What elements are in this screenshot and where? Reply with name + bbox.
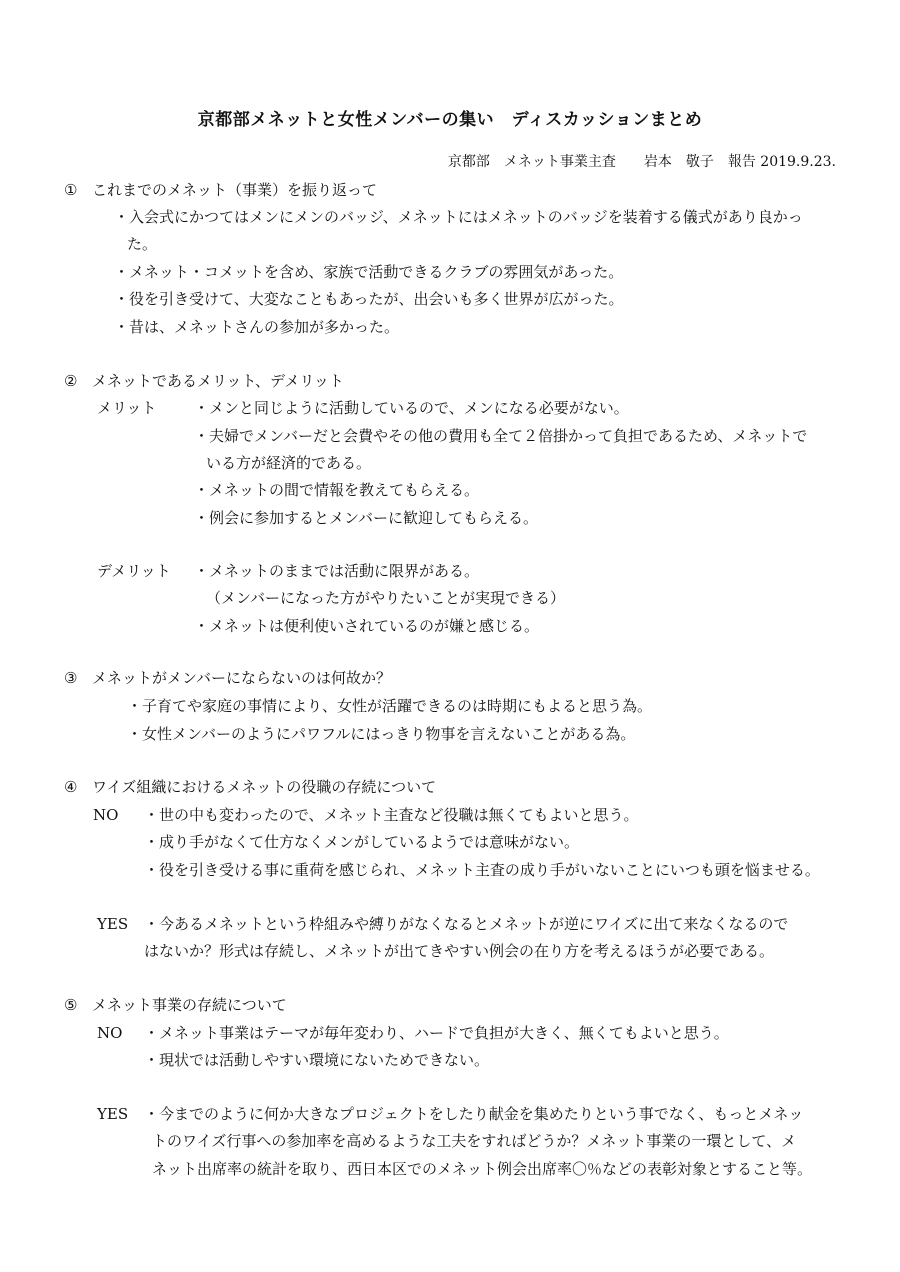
no-item: ・役を引き受ける事に重荷を感じられ、メネット主査の成り手がいないことにいつも頭を悩ませる。 xyxy=(144,861,820,879)
merit-item: ・メンと同じように活動しているので、メンになる必要がない。 xyxy=(194,399,629,417)
section-3-number: ③ xyxy=(64,669,78,687)
no-item: ・世の中も変わったので、メネット主査など役職は無くてもよいと思う。 xyxy=(144,806,639,824)
document-title: 京都部メネットと女性メンバーの集い ディスカッションまとめ xyxy=(197,110,703,130)
demerit-label: デメリット xyxy=(97,562,171,580)
section-1-item: ・昔は、メネットさんの参加が多かった。 xyxy=(114,318,400,336)
no-item: ・成り手がなくて仕方なくメンがしているようでは意味がない。 xyxy=(144,833,580,851)
yes-item: トのワイズ行事への参加率を高めるような工夫をすればどうか？メネット事業の一環として、メ xyxy=(152,1132,797,1150)
yes-item: ネット出席率の統計を取り、西日本区でのメネット例会出席率〇％などの表彰対象とすること等。 xyxy=(152,1160,813,1178)
section-1-item: ・入会式にかつてはメンにメンのバッジ、メネットにはメネットのバッジを装着する儀式があり良かっ xyxy=(114,208,803,226)
no-item: ・メネット事業はテーマが毎年変わり、ハードで負担が大きく、無くてもよいと思う。 xyxy=(144,1024,729,1042)
demerit-item: （メンバーになった方がやりたいことが実現できる） xyxy=(206,589,565,607)
yes-label: YES xyxy=(97,915,129,933)
yes-label: YES xyxy=(97,1105,129,1123)
section-1-item: た。 xyxy=(127,235,158,253)
section-2-heading: メネットであるメリット、デメリット xyxy=(92,372,344,390)
section-5-number: ⑤ xyxy=(64,996,78,1014)
section-4-number: ④ xyxy=(64,778,78,796)
no-label: NO xyxy=(93,806,119,824)
merit-label: メリット xyxy=(97,399,157,417)
reporter-line: 京都部 メネット事業主査 岩本 敬子 報告 2019.9.23. xyxy=(447,154,836,170)
section-3-item: ・子育てや家庭の事情により、女性が活躍できるのは時期にもよると思う為。 xyxy=(127,697,653,715)
yes-item: ・今までのように何か大きなプロジェクトをしたり献金を集めたりという事でなく、もっとメネッ xyxy=(144,1105,804,1123)
section-1-heading: これまでのメネット（事業）を振り返って xyxy=(92,181,378,199)
section-1-item: ・メネット・コメットを含め、家族で活動できるクラブの雰囲気があった。 xyxy=(114,263,624,281)
yes-item: はないか？形式は存続し、メネットが出てきやすい例会の在り方を考えるほうが必要である。 xyxy=(144,942,775,960)
demerit-item: ・メネットは便利使いされているのが嫌と感じる。 xyxy=(194,617,540,635)
section-3-heading: メネットがメンバーにならないのは何故か？ xyxy=(92,669,391,687)
no-label: NO xyxy=(97,1024,123,1042)
section-1-number: ① xyxy=(64,181,78,199)
demerit-item: ・メネットのままでは活動に限界がある。 xyxy=(194,562,480,580)
merit-item: ・夫婦でメンバーだと会費やその他の費用も全て２倍掛かって負担であるため、メネットで xyxy=(194,427,808,445)
section-2-number: ② xyxy=(64,372,78,390)
yes-item: ・今あるメネットという枠組みや縛りがなくなるとメネットが逆にワイズに出て来なくなるので xyxy=(144,915,789,933)
no-item: ・現状では活動しやすい環境にないためできない。 xyxy=(144,1051,490,1069)
section-3-item: ・女性メンバーのようにパワフルにはっきり物事を言えないことがある為。 xyxy=(127,725,636,743)
section-5-heading: メネット事業の存続について xyxy=(92,996,287,1014)
merit-item: ・例会に参加するとメンバーに歓迎してもらえる。 xyxy=(194,509,538,527)
merit-item: いる方が経済的である。 xyxy=(206,454,372,472)
merit-item: ・メネットの間で情報を教えてもらえる。 xyxy=(194,481,480,499)
section-4-heading: ワイズ組織におけるメネットの役職の存続について xyxy=(92,778,437,796)
section-1-item: ・役を引き受けて、大変なこともあったが、出会いも多く世界が広がった。 xyxy=(114,290,624,308)
